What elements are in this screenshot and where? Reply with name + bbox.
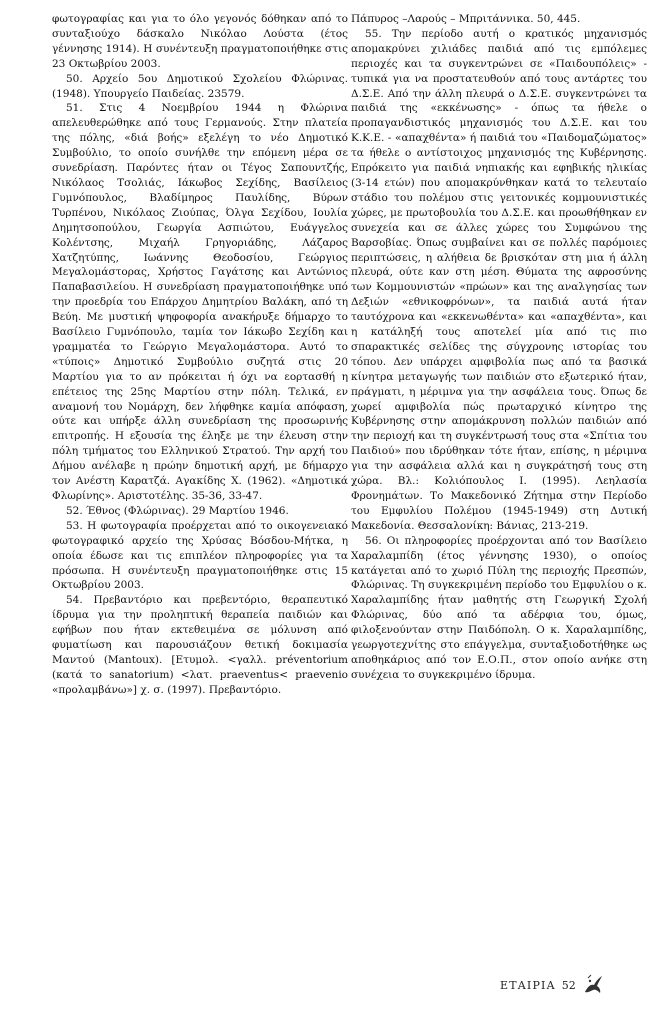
journal-name: ΕΤΑΙΡΙΑ <box>500 979 556 992</box>
note-paragraph: φωτογραφίας και για το όλο γεγονός δόθηκαν από το συνταξιούχο δάσκαλο Νικόλαο Λούστα (έτος γέννησης 1914). Η συνέντευξη πραγματοποιήθηκε στις 23 Οκτωβρίου 2003. <box>52 13 348 70</box>
page-number: 52 <box>561 979 576 992</box>
journal-emblem-icon <box>582 972 604 999</box>
note-paragraph: 56. Οι πληροφορίες προέρχονται από τον Βασίλειο Χαραλαμπίδη (έτος γέννησης 1930), ο οποίος κατάγεται από το χωριό Πύλη της περιοχής Πρεσπών, Φλώρινας. Τη συγκεκριμένη περίοδο του Εμφυλίου ο κ. Χαραλαμπίδης ήταν μαθητής στη Γεωργική Σχολή Φλώρινας, δύο από τα αδέρφια του, όμως, φιλοξενούνταν στην Παιδόπολη. Ο κ. Χαραλαμπίδης, γεωργοτεχνίτης στο επάγγελμα, συνταξιοδοτήθηκε ως αποθηκάριος από τον Ε.Ο.Π., στον οποίο ανήκε στη συνέχεια το συγκεκριμένο ίδρυμα. <box>351 534 647 681</box>
left-column <box>52 12 348 698</box>
page-footer <box>500 972 604 999</box>
right-column <box>351 12 647 683</box>
note-paragraph: 53. Η φωτογραφία προέρχεται από το οικογενειακό φωτογραφικό αρχείο της Χρύσας Βόσδου-Μήτκα, η οποία έδωσε και τις επιπλέον πληροφορίες για τα πρόσωπα. Η συνέντευξη πραγματοποιήθηκε στις 15 Οκτωβρίου 2003. <box>52 519 348 592</box>
note-paragraph: Πάπυρος –Λαρούς – Μπριτάννικα. 50, 445. <box>351 13 581 25</box>
note-paragraph: 50. Αρχείο 5ου Δημοτικού Σχολείου Φλώρινας. (1948). Υπουργείο Παιδείας. 23579. <box>52 72 348 100</box>
note-paragraph: 51. Στις 4 Νοεμβρίου 1944 η Φλώρινα απελευθερώθηκε από τους Γερμανούς. Στην πλατεία της πόλης, «διά βοής» εξελέγη το νέο Δημοτικό Συμβούλιο, το οποίο συνήλθε την επόμενη μέρα σε συνεδρίαση. Παρόντες ήταν οι Τέγος Σαπουντζής, Νικόλαος Τσολιάς, Ιάκωβος Σεχίδης, Βασίλειος Γυμνόπουλος, Βλαδίμηρος Παυλίδης, Βύρων Τυρπένου, Νικόλαος Ζιούπας, Όλγα Σεχίδου, Ιουλία Δημητσοπούλου, Γεωργία Ασπιώτου, Ευάγγελος Κολέντσης, Μιχαήλ Γρηγοριάδης, Λάζαρος Χατζητύπης, Ιωάννης Θεοδοσίου, Γεώργιος Μεγαλομάστορας, Χρήστος Γαγάτσης και Αντώνιος Παπαβασιλείου. Η συνεδρίαση πραγματοποιήθηκε υπό την προεδρία του Επάρχου Δημητρίου Βαλάκη, από τη Βεύη. Με μυστική ψηφοφορία ανακήρυξε δήμαρχο το Βασίλειο Γυμνόπουλο, ταμία τον Ιάκωβο Σεχίδη και γραμματέα το Γεώργιο Μεγαλομάστορα. Αυτό το «τύποις» Δημοτικό Συμβούλιο συζητά στις 20 Μαρτίου για το αν πρόκειται ή όχι να εορτασθή η επέτειος της 25ης Μαρτίου στην πόλη. Τελικά, εν αναμονή του Νομάρχη, δεν λήφθηκε καμία απόφαση, ούτε και υπήρξε άλλη συνεδρίαση της προσωρινής επιτροπής. Η εξουσία της έληξε με την έλευση στην πόλη τμήματος του Ελληνικού Στρατού. Την αρχή του Δήμου ανέλαβε η πρώην δημοτική αρχή, με δήμαρχο τον Ανέστη Καρατζά. Αγακίδης Χ. (1962). «Δημοτικά Φλωρίνης». Αριστοτέλης. 35-36, 33-47. <box>52 102 348 502</box>
note-paragraph: 54. Πρεβαντόριο και πρεβεντόριο, θεραπευτικό ίδρυμα για την προληπτική θεραπεία παιδιών και εφήβων που ήταν εκτεθειμένα σε μόλυνση από φυματίωση και παρουσιάζουν θετική δοκιμασία Μαντού (Mantoux). [Ετυμολ. <γαλλ. préventorium (κατά το sanatorium) <λατ. praeventus< praevenio «προλαμβάνω»] χ. σ. (1997). Πρεβαντόριο. <box>52 594 348 696</box>
note-paragraph: 52. Έθνος (Φλώρινας). 29 Μαρτίου 1946. <box>66 504 289 517</box>
note-paragraph: 55. Την περίοδο αυτή ο κρατικός μηχανισμός απομακρύνει χιλιάδες παιδιά από τις εμπόλεμες περιοχές και τα συγκεντρώνει σε «Παιδουπόλεις» - τυπικά για να προστατευθούν από τους αντάρτες του Δ.Σ.Ε. Από την άλλη πλευρά ο Δ.Σ.Ε. συγκεντρώνει τα παιδιά της «εκκένωσης» - όπως τα ήθελε ο προπαγανδιστικός μηχανισμός του Δ.Σ.Ε. και του Κ.Κ.Ε. - «απαχθέντα» ή παιδιά του «Παιδομαζώματος» τα ήθελε ο αντίστοιχος μηχανισμός της Κυβέρνησης. Επρόκειτο για παιδιά νηπιακής και εφηβικής ηλικίας (3-14 ετών) που απομακρύνθηκαν κατά το τελευταίο στάδιο του πολέμου στις γειτονικές κομμουνιστικές χώρες, με πρωτοβουλία του Δ.Σ.Ε. και προωθήθηκαν εν συνεχεία και σε άλλες χώρες του Συμφώνου της Βαρσοβίας. Όπως συμβαίνει και σε πολλές παρόμοιες περιπτώσεις, η αλήθεια δε βρισκόταν στη μια ή άλλη πλευρά, ούτε καν στη μέση. Θύματα της αφροσύνης των Κομμουνιστών «πρώων» και της αναλγησίας των Δεξιών «εθνικοφρόνων», τα παιδιά αυτά ήταν ταυτόχρονα και «εκκενωθέντα» και «απαχθέντα», και η κατάληξή τους αποτελεί μία από τις πιο σπαρακτικές σελίδες της σύγχρονης ιστορίας του τόπου. Δεν υπάρχει αμφιβολία πως από τα βασικά κίνητρα μεταγωγής των παιδιών στο εξωτερικό ήταν, πράγματι, η μέριμνα για την ασφάλεια τους. Όπως δε χωρεί αμφιβολία πώς πρωταρχικό κίνητρο της Κυβέρνησης στην απομάκρυνση πολλών παιδιών από την περιοχή και τη συγκέντρωσή τους στα «Σπίτια του Παιδιού» που ιδρύθηκαν τότε ήταν, επίσης, η μέριμνα για την ασφάλεια αλλά και η συγκράτησή τους στη χώρα. Βλ.: Κολιόπουλος Ι. (1995). Λεηλασία Φρονημάτων. Το Μακεδονικό Ζήτημα στην Περίοδο του Εμφυλίου Πολέμου (1945-1949) στη Δυτική Μακεδονία. Θεσσαλονίκη: Βάνιας, 213-219. <box>351 27 647 532</box>
